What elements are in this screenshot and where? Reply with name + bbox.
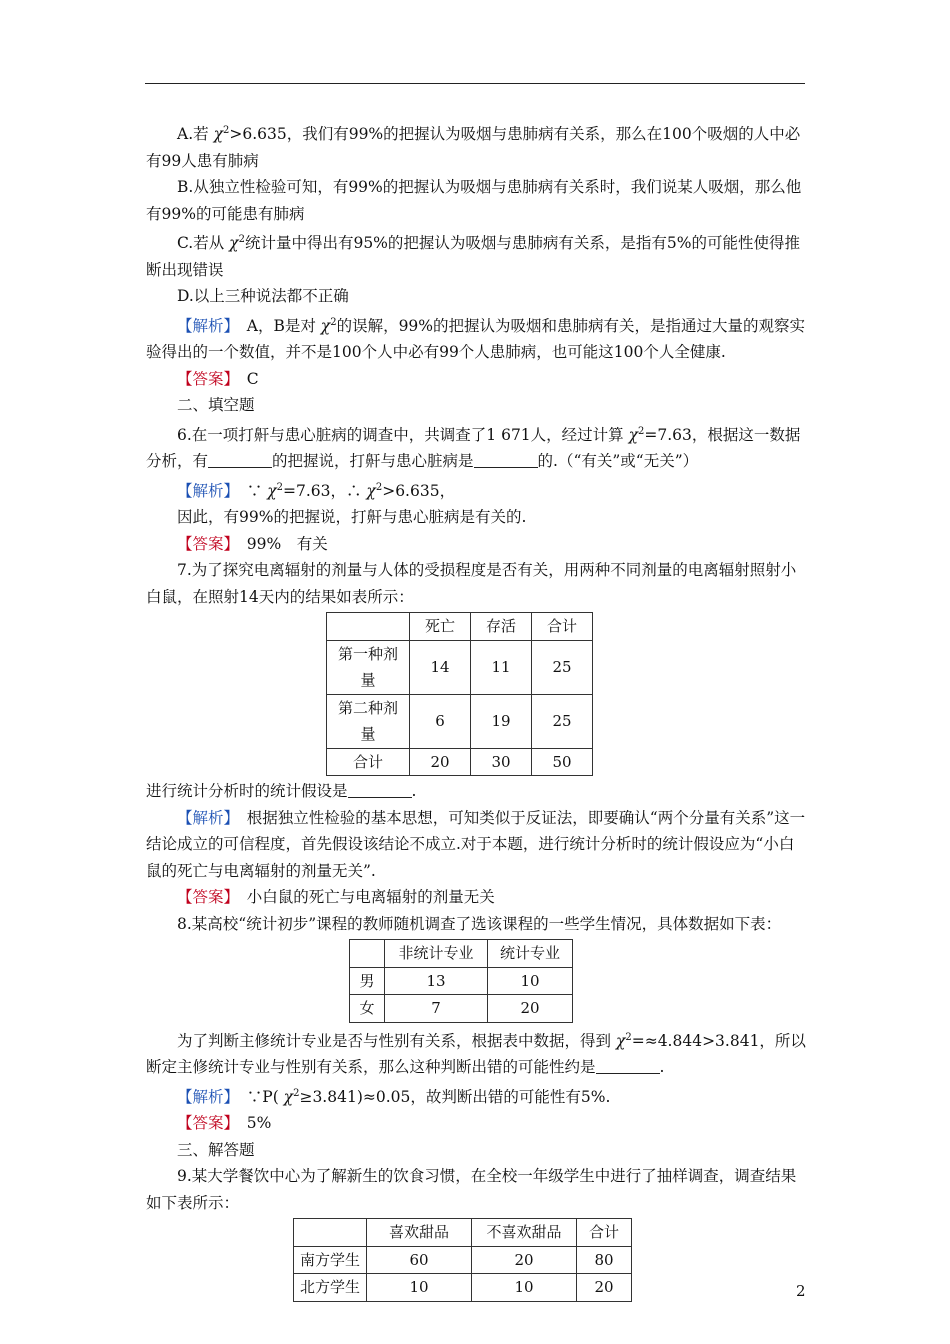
table-row: 北方学生 10 10 20 xyxy=(294,1274,632,1302)
option-b: B.从独立性检验可知，有99%的把握认为吸烟与患肺病有关系时，我们说某人吸烟，那么他有99%的可能患有肺病 xyxy=(146,178,802,223)
option-c: C.若从 $\chi^2$统计量中得出有95%的把握认为吸烟与患肺病有关系，是指有5%的可能性使得推断出现错误 xyxy=(146,234,800,279)
header-rule xyxy=(145,83,805,84)
fill-blank xyxy=(596,1058,660,1074)
q9-table xyxy=(293,1218,632,1302)
q8-table xyxy=(349,939,573,1023)
analysis-label: 【解析】 xyxy=(177,316,232,335)
q8-answer: 【答案】 5% xyxy=(177,1114,272,1132)
option-d: D.以上三种说法都不正确 xyxy=(177,287,349,305)
q5-answer: 【答案】 C xyxy=(177,369,259,388)
table-header-row: 非统计专业 统计专业 xyxy=(350,940,573,968)
section-heading-2: 二、填空题 xyxy=(177,396,255,414)
analysis-label: 【解析】 xyxy=(177,481,232,500)
section-heading-3: 三、解答题 xyxy=(177,1140,255,1159)
answer-label: 【答案】 xyxy=(177,534,232,553)
q9-stem: 9.某大学餐饮中心为了解新生的饮食习惯，在全校一年级学生中进行了抽样调查，调查结果如下表所示： xyxy=(146,1167,797,1212)
table-header-row: 死亡 存活 合计 xyxy=(327,613,593,641)
option-a: A.若 $\chi^2>6.635$，我们有99%的把握认为吸烟与患肺病有关系，那么在100个吸烟的人中必有99人患有肺病 xyxy=(146,125,801,170)
page-number: 2 xyxy=(796,1282,806,1300)
table-header-row: 喜欢甜品 不喜欢甜品 合计 xyxy=(294,1219,632,1247)
answer-label: 【答案】 xyxy=(177,888,232,906)
q6-analysis: 【解析】 ∵ $\chi^2=7.63$，∴ $\chi^2>6.635$， xyxy=(177,481,456,500)
table-row: 男 13 10 xyxy=(350,967,573,995)
q6-answer: 【答案】 99% 有关 xyxy=(177,534,328,553)
table-row: 第二种剂量 6 19 25 xyxy=(327,694,593,748)
q7-after: 进行统计分析时的统计假设是 . xyxy=(146,782,417,800)
table-row: 合计 20 30 50 xyxy=(327,748,593,776)
q6-analysis-line2: 因此，有99%的把握说，打鼾与患心脏病是有关的. xyxy=(177,508,527,526)
q8-after: 为了判断主修统计专业是否与性别有关系，根据表中数据，得到 $\chi^2=\approx 4.844>3.841$，所以断定主修统计专业与性别有关系，那么这种判断出错的可能性约是 . xyxy=(146,1031,806,1076)
fill-blank xyxy=(348,782,412,798)
q7-stem: 7.为了探究电离辐射的剂量与人体的受损程度是否有关，用两种不同剂量的电离辐射照射小白鼠，在照射14天内的结果如表所示： xyxy=(146,561,797,606)
q7-answer: 【答案】 小白鼠的死亡与电离辐射的剂量无关 xyxy=(177,888,495,906)
q7-analysis: 【解析】 根据独立性检验的基本思想，可知类似于反证法，即要确认“两个分量有关系”这一结论成立的可信程度，首先假设该结论不成立.对于本题，进行统计分析时的统计假设应为“小白鼠的死亡与电离辐射的剂量无关”. xyxy=(146,808,806,880)
q6-stem: 6.在一项打鼾与患心脏病的调查中，共调查了1 671人，经过计算 $\chi^2=7.63$，根据这一数据分析，有 的把握说，打鼾与患心脏病是 的.（“有关”或“无关”） xyxy=(146,425,801,470)
table-row: 女 7 20 xyxy=(350,995,573,1023)
answer-label: 【答案】 xyxy=(177,1114,232,1132)
fill-blank xyxy=(208,452,272,468)
q7-table xyxy=(326,612,593,776)
document-body xyxy=(146,118,806,1302)
table-row: 南方学生 60 20 80 xyxy=(294,1246,632,1274)
table-row: 第一种剂量 14 11 25 xyxy=(327,640,593,694)
analysis-label: 【解析】 xyxy=(177,808,232,827)
analysis-label: 【解析】 xyxy=(177,1087,232,1106)
q5-analysis: 【解析】 A，B是对 $\chi^2$的误解，99%的把握认为吸烟和患肺病有关，是指通过大量的观察实验得出的一个数值，并不是100个人中必有99个人患肺病，也可能这100个人全健康. xyxy=(146,316,806,361)
q8-analysis: 【解析】 ∵P( $\chi^2\ge 3.841)\approx 0.05$，故判断出错的可能性有5%. xyxy=(177,1087,611,1106)
q8-stem: 8.某高校“统计初步”课程的教师随机调查了选该课程的一些学生情况，具体数据如下表： xyxy=(177,914,782,933)
fill-blank xyxy=(474,452,538,468)
answer-label: 【答案】 xyxy=(177,369,232,388)
